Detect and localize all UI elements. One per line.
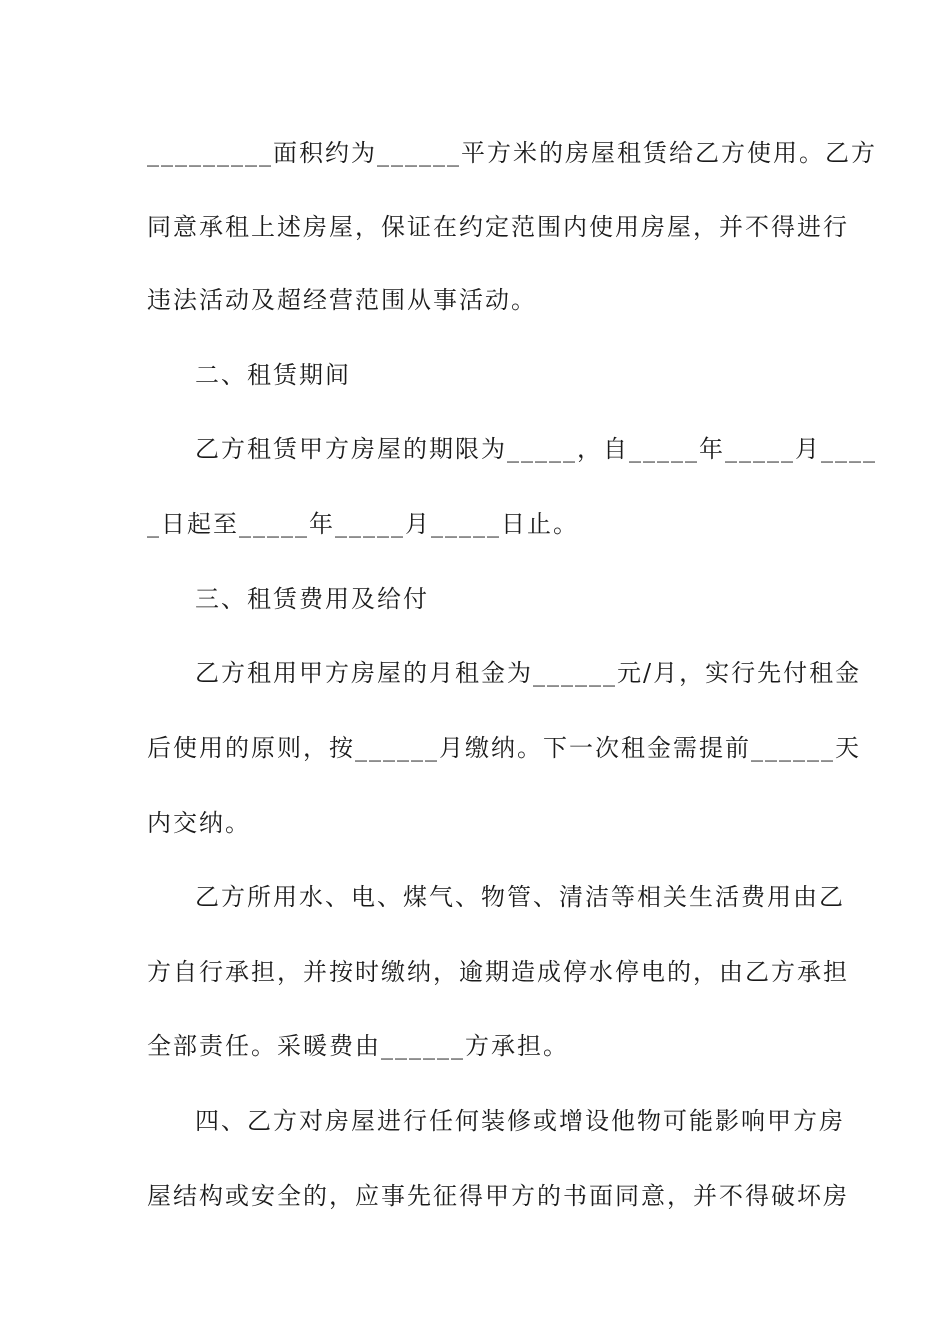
- text-line: 四、乙方对房屋进行任何装修或增设他物可能影响甲方房: [195, 1107, 845, 1135]
- text-line: 乙方租用甲方房屋的月租金为______元/月，实行先付租金: [195, 659, 862, 687]
- text-line: 方自行承担，并按时缴纳，逾期造成停水停电的，由乙方承担: [147, 958, 849, 986]
- text-line: 违法活动及超经营范围从事活动。: [147, 286, 537, 314]
- text-line: 后使用的原则，按______月缴纳。下一次租金需提前______天: [147, 734, 861, 762]
- text-line: 同意承租上述房屋，保证在约定范围内使用房屋，并不得进行: [147, 213, 849, 241]
- text-line: 屋结构或安全的，应事先征得甲方的书面同意，并不得破坏房: [147, 1182, 849, 1210]
- text-line: 全部责任。采暖费由______方承担。: [147, 1032, 569, 1060]
- text-line: _日起至_____年_____月_____日止。: [147, 510, 579, 538]
- section-heading: 二、租赁期间: [195, 361, 351, 389]
- text-line: 乙方租赁甲方房屋的期限为_____，自_____年_____月____: [195, 435, 877, 463]
- text-line: 乙方所用水、电、煤气、物管、清洁等相关生活费用由乙: [195, 883, 845, 911]
- text-line: _________面积约为______平方米的房屋租赁给乙方使用。乙方: [147, 139, 877, 167]
- text-line: 内交纳。: [147, 809, 251, 837]
- section-heading: 三、租赁费用及给付: [195, 585, 429, 613]
